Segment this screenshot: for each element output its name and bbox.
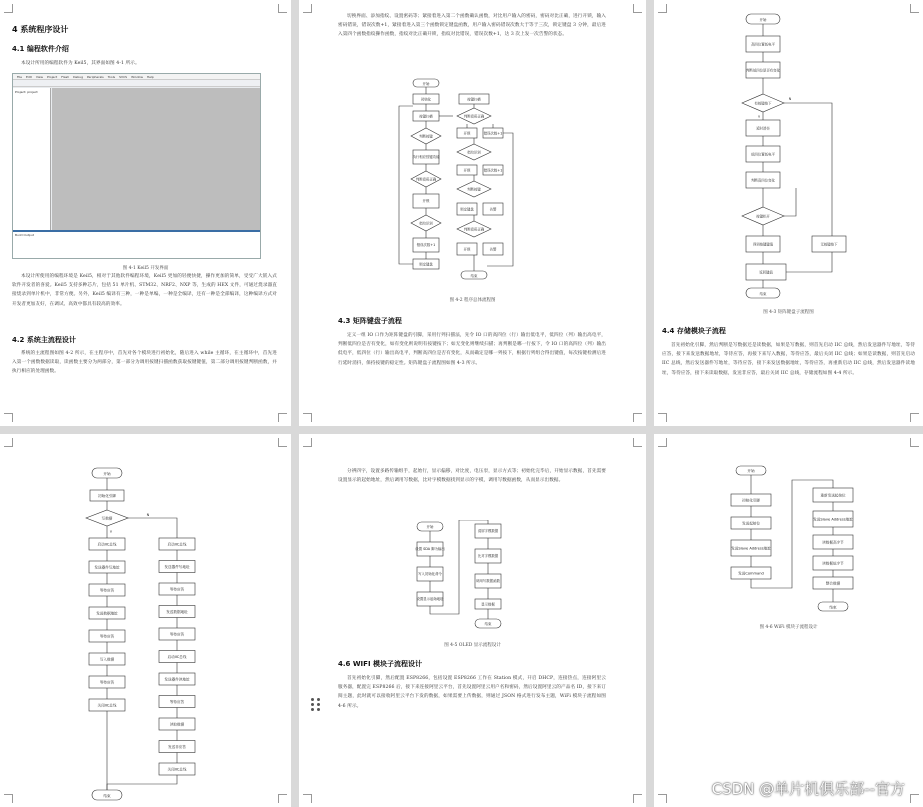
flow-node: 清屏字模数据 — [477, 529, 499, 533]
flow-node: 发送器件读地址 — [164, 677, 190, 682]
keypad-flowchart — [726, 12, 856, 304]
flow-node: 初始化引脚 — [742, 498, 760, 503]
flow-branch-label: N — [146, 513, 150, 517]
wifi-flowchart — [728, 464, 868, 614]
flow-node: 关闭IIC总线 — [167, 767, 187, 772]
paragraph: 本设计所用的编程软件为 Keil5，其界面如图 4-1 所示。 — [21, 61, 140, 66]
flow-start: 开始 — [759, 18, 767, 22]
flow-node: 判断高四位变化 — [751, 178, 775, 183]
flow-node: 错误次数+1 — [483, 131, 503, 136]
screenshot-menu-item: View — [35, 74, 43, 79]
flow-end: 结束 — [829, 605, 837, 610]
screenshot-menu-item: Window — [131, 74, 143, 79]
flow-node: 发送数据地址 — [96, 611, 118, 616]
flow-node: 开锁 — [463, 168, 471, 173]
paragraph: 本设计所使用的编程环境是 Keil5，相对于其他软件编程环境，Keil5 更加的轻便快捷，操作更加的简单，受受广大嵌入式软件开发者的喜爱。Keil5 支持多种芯片，包括 51 单片机、STM32、NRF2、NXP 等，生成的 HEX 文件，可通过烧录器直接烧录到单片机中，非常方便。另外，Keil5 编译有三种，一种是单编，一种是全编译，还有一种是全部编译，这种编译方式对开发者更加友好，在调试、高效中都具有较高的效率。 — [12, 274, 277, 307]
flow-branch-label: Y — [109, 530, 113, 534]
flow-node: 按键扫描 — [467, 97, 481, 102]
flow-node: 等待应答 — [99, 680, 115, 685]
flow-node: 高四位置低电平 — [751, 42, 775, 47]
screenshot-menu-item: Help — [146, 74, 154, 79]
flow-decision: 指纹识别 — [467, 150, 481, 155]
screenshot-menu-item: SVCS — [119, 74, 128, 79]
flow-end: 结束 — [759, 292, 767, 296]
flow-end: 结束 — [484, 622, 492, 626]
flow-node: 显示数据 — [481, 602, 495, 607]
flow-node: 设置显示起始地址 — [416, 597, 444, 601]
paragraph: 首先初始化引脚，然后配置 ESP8266，包括设置 ESP8266 工作在 Station 模式，开启 DHCP，连接热点，连接阿里云服务器，配置完 ESP8266 后，接下来连接阿里云平台，首先设置阿里云用户名和密码，然后设置阿里云的产品名 ID，接下来订阅主题，此时就可以接收阿里云平台下发的数据，如果需要上传数据，则通过 JSON 格式进行发布主题，WiFi 模块子流程如图 4-6 所示。 — [338, 676, 606, 709]
flow-node: 发送器件写地址 — [94, 565, 120, 570]
section-heading-4-6: 4.6 WIFI 模块子流程设计 — [338, 660, 422, 668]
screenshot-menu-item: Tools — [107, 74, 116, 79]
flow-decision: 判断按键 — [467, 187, 481, 192]
document-page-3 — [654, 0, 923, 426]
figure-caption: 图 4-6 WiFi 模块子流程设计 — [759, 625, 818, 630]
figure-caption: 图 4-3 矩阵键盘子流程图 — [763, 310, 814, 315]
flow-node: 关闭IIC总线 — [97, 703, 117, 708]
flow-start: 开始 — [747, 469, 755, 473]
screenshot-menu-item: Project — [46, 74, 58, 79]
flow-node: 初始化 — [420, 97, 432, 102]
flow-node: 写入数据 — [99, 657, 115, 662]
flow-node: 设置 SDA 脚为输出 — [415, 547, 445, 551]
flow-decision: 判断密码正确 — [463, 227, 485, 232]
drag-handle-icon[interactable] — [311, 698, 321, 712]
flow-node: 告警 — [489, 207, 497, 212]
flow-node: 锁定键盘 — [460, 207, 474, 212]
flow-node: 开锁 — [463, 247, 471, 252]
flow-node: 等待应答 — [169, 700, 185, 704]
flow-start: 开始 — [426, 525, 434, 529]
document-page-5 — [299, 434, 646, 807]
section-heading-4-1: 4.1 编程软件介绍 — [12, 45, 69, 53]
screenshot-menu-item: Edit — [26, 74, 32, 79]
flow-node: 等待应答 — [99, 588, 115, 593]
flow-node: 锁定键盘 — [419, 262, 433, 267]
flow-node: 开锁 — [422, 199, 430, 203]
flow-decision: 指纹识别 — [419, 221, 433, 226]
section-heading-4-4: 4.4 存储模块子流程 — [662, 327, 726, 335]
flow-node: 延时消抖 — [756, 126, 770, 131]
flow-node: 发送Command — [738, 571, 764, 576]
screenshot-menu-item: File — [17, 74, 23, 79]
screenshot-menu-item: Peripherals — [86, 74, 104, 79]
section-heading-4-2: 4.2 系统主流程设计 — [12, 336, 76, 344]
flow-branch-label: Y — [757, 115, 761, 119]
screenshot-menu-item: Flash — [61, 74, 70, 79]
flow-decision: 按键松开 — [756, 214, 770, 219]
flow-node: 整合数据 — [825, 581, 841, 586]
section-heading-4-3: 4.3 矩阵键盘子流程 — [338, 317, 402, 325]
flow-node: 调用写数据函数 — [476, 579, 500, 583]
flow-node: 开锁 — [463, 131, 471, 136]
flow-node: 发送数据地址 — [166, 610, 188, 614]
flow-node: 发送非应答 — [168, 745, 186, 749]
flow-node: 读数据高字节 — [822, 540, 844, 545]
flow-decision: 判断密码正确 — [415, 177, 437, 182]
flow-node: 执行相应按键功能 — [412, 155, 440, 159]
document-page-1 — [0, 0, 291, 426]
flow-node: 初始化引脚 — [98, 494, 116, 498]
watermark: CSDN @单片机俱乐部--官方 — [711, 780, 905, 798]
figure-caption: 图 4-5 OLED 显示流程设计 — [444, 643, 501, 648]
flow-node: 写入初始化命令 — [418, 572, 442, 576]
flow-node: 发送器件写地址 — [164, 565, 190, 569]
flow-start: 开始 — [422, 82, 430, 86]
flow-node: 启动IIC总线 — [167, 542, 187, 547]
flow-branch-label: N — [788, 97, 792, 101]
flow-node: 得到按键键值 — [752, 242, 774, 247]
screenshot-build-output: Build Output — [13, 230, 260, 258]
flow-node: 发送Slave Address地址 — [813, 517, 853, 522]
figure-caption: 图 4-2 程序总体流程图 — [449, 298, 496, 303]
flow-node: 等待应答 — [169, 587, 185, 592]
paragraph: 系统的主流程图如图 4-2 所示，在主程序中，首先对各个模块进行初始化，随后进入 while 主循环，在主循环中，首先进入第一个函数数据读取，读函数主要分为两部分，第一部分为调用按键扫描函数获取按键键值，第二部分调用按键判断函数，并执行相应的处理函数。 — [12, 351, 277, 375]
screenshot-toolbar — [13, 80, 260, 87]
flow-node: 启动IIC总线 — [97, 542, 117, 547]
flow-node: 低四位置低电平 — [751, 152, 775, 157]
document-page-4 — [0, 434, 291, 807]
flow-decision: 判断按键 — [419, 134, 433, 139]
chapter-heading: 4 系统程序设计 — [12, 25, 69, 34]
flow-node: 等待应答 — [169, 632, 185, 637]
keil5-screenshot — [12, 73, 261, 259]
flow-node: 比对字模数据 — [477, 554, 499, 558]
flow-end: 结束 — [470, 274, 478, 278]
flow-node: 读数据低字节 — [822, 561, 844, 566]
document-page-2 — [299, 0, 646, 426]
paragraph: 定义一组 IO 口作为矩阵键盘的引脚，采用行列扫描法，先令 IO 口的高四位（行）输出低电平，低四位（列）输出高电平，判断低四位是否有变化，如有变化则说明有按键按下；如无变化则继续扫描；再判断是哪一行按下，令 IO 口的高四位（列）输出低电平，低四位（行）输出高电平，判断高四位是否有变化，从而确定是哪一列按下，根据行列组合得出键值，每次按键检测后进行延时消抖，保持按键的稳定性。矩阵键盘子流程图如图 4-3 所示。 — [338, 333, 606, 366]
document-page-6 — [654, 434, 923, 807]
flow-node: 判断低四位是否有变化 — [746, 68, 780, 73]
flow-node: 重新发送起始位 — [820, 493, 846, 498]
flow-decision: 有按键按下 — [754, 101, 772, 106]
flow-end: 结束 — [103, 794, 111, 798]
paragraph: 首先初始化引脚，然后判断是写数据还是读数据，如果是写数据，则首先启动 IIC 总线，然后发送器件写地址，等待应答，接下来发送数据地址，等待应答，再接下来写入数据，等待应答，最后关闭 IIC 总线；如果是读数据，则首先启动 IIC 总线，然后发送器件写地址，等待应答，接下来发送数据地址，等待应答，再重新启动 IIC 总线，然后发送器件读地址，等待应答，接下来读取数据，发送非应答，最后关闭 IIC 总线，存储流程如图 4-4 所示。 — [662, 343, 915, 376]
flow-node: 返回键值 — [759, 270, 773, 275]
flow-node: 启动IIC总线 — [167, 655, 187, 659]
figure-caption: 图 4-1 Keil5 开发界面 — [122, 266, 169, 271]
flow-node: 错误次数+1 — [483, 168, 503, 173]
main-flowchart — [391, 76, 551, 291]
flow-start: 开始 — [103, 472, 111, 476]
flow-node: 无按键按下 — [820, 242, 838, 247]
flow-node: 按键扫描 — [419, 114, 433, 119]
screenshot-menu-item: Debug — [73, 74, 83, 79]
screenshot-editor — [52, 88, 260, 231]
flow-node: 发送起始位 — [742, 521, 760, 526]
flow-node: 错误次数+1 — [416, 243, 436, 247]
storage-flowchart — [78, 466, 218, 801]
paragraph: 分辨四字，设置多路传输组手，起始行，显示偏移，对比度，电压泵，显示方式等；初始化完毕后，开始显示数据，首先需要设置显示的起始地址，然后调用写数据，比对字模数据找到显示的字模，调用写数据函数，从而显示出数据。 — [338, 469, 606, 484]
flow-node: 发送Slave Address地址 — [731, 546, 771, 551]
flow-decision: 写数据 — [101, 516, 113, 521]
flow-node: 等待应答 — [99, 634, 115, 639]
paragraph: 切换界面、添加指纹、设置密码等；紧接着进入第二个函数确认函数，对比用户输入的密码，密码对比正确，进行开锁，输入密码错误，错误次数+1，紧接着进入第三个函数锁定键盘函数，用户输入密码错误次数大于等于三次，锁定键盘 3 分钟，最后进入第四个函数指纹操作函数，指纹对比正确开锁，指纹对比错误，错误次数+1，达 3 次上发一次告警的状态。 — [338, 14, 606, 38]
screenshot-project-tree: Project: project — [13, 88, 51, 231]
flow-node: 读取数据 — [169, 722, 185, 727]
flow-decision: 判断密码正确 — [463, 114, 485, 119]
oled-flowchart — [409, 520, 519, 632]
flow-node: 告警 — [489, 247, 497, 252]
